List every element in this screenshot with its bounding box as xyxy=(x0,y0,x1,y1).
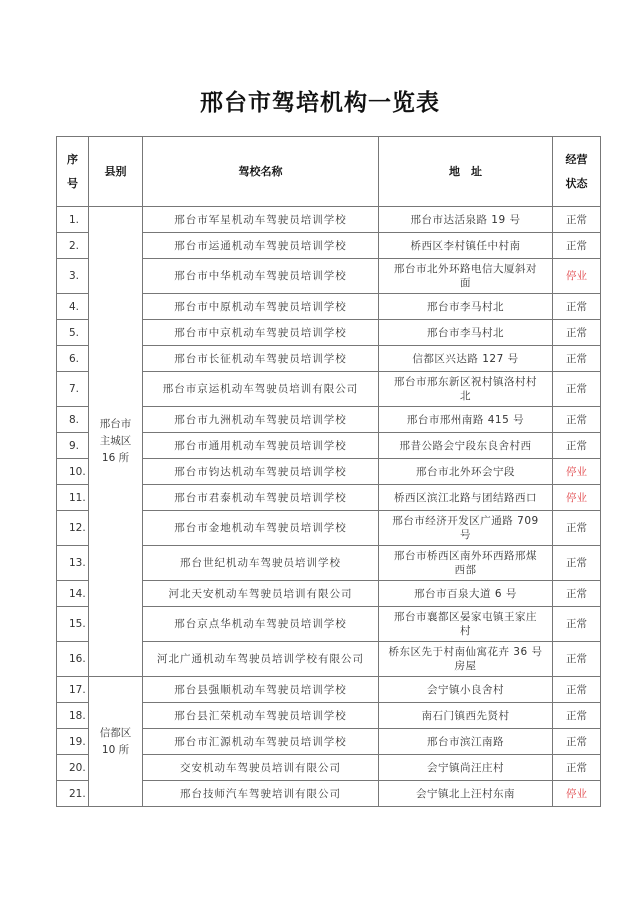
header-seq-line1: 序 xyxy=(67,152,78,166)
table-body xyxy=(57,207,601,807)
address-line: 邢台市达活泉路 19 号 xyxy=(410,213,521,226)
address-line: 会宁镇北上汪村东南 xyxy=(416,787,515,800)
school-address xyxy=(379,207,553,233)
status-badge: 正常 xyxy=(553,642,601,677)
school-name: 邢台市中原机动车驾驶员培训学校 xyxy=(143,294,379,320)
school-name: 邢台市中京机动车驾驶员培训学校 xyxy=(143,320,379,346)
school-address xyxy=(379,607,553,642)
status-badge: 正常 xyxy=(553,407,601,433)
address-line: 邢台市经济开发区广通路 709 xyxy=(392,515,539,527)
status-badge: 正常 xyxy=(553,703,601,729)
row-index: 10. xyxy=(57,459,89,485)
school-name: 邢台市君泰机动车驾驶员培训学校 xyxy=(143,485,379,511)
status-badge: 正常 xyxy=(553,294,601,320)
address-line: 邢台市北外环会宁段 xyxy=(416,465,515,478)
county-label-line: 信都区 xyxy=(99,726,132,739)
status-badge: 正常 xyxy=(553,581,601,607)
school-name: 邢台市中华机动车驾驶员培训学校 xyxy=(143,259,379,294)
address-line: 会宁镇小良舍村 xyxy=(427,683,504,696)
row-index: 7. xyxy=(57,372,89,407)
address-line: 面 xyxy=(460,277,471,289)
row-index: 13. xyxy=(57,546,89,581)
school-name: 邢台市京运机动车驾驶员培训有限公司 xyxy=(143,372,379,407)
school-address xyxy=(379,677,553,703)
school-name: 邢台县强顺机动车驾驶员培训学校 xyxy=(143,677,379,703)
county-label-line: 邢台市 xyxy=(99,418,132,430)
county-group-cell xyxy=(89,677,143,807)
school-name: 邢台市汇源机动车驾驶员培训学校 xyxy=(143,729,379,755)
school-name: 邢台市钧达机动车驾驶员培训学校 xyxy=(143,459,379,485)
address-line: 号 xyxy=(460,529,471,541)
row-index: 20. xyxy=(57,755,89,781)
address-line: 邢台市邢州南路 415 号 xyxy=(406,413,525,426)
row-index: 5. xyxy=(57,320,89,346)
county-label-line: 主城区 xyxy=(99,435,132,447)
school-name: 邢台京点华机动车驾驶员培训学校 xyxy=(143,607,379,642)
school-address xyxy=(379,729,553,755)
row-index: 1. xyxy=(57,207,89,233)
page-title: 邢台市驾培机构一览表 xyxy=(200,90,440,116)
school-name: 邢台市军星机动车驾驶员培训学校 xyxy=(143,207,379,233)
school-name: 邢台市运通机动车驾驶员培训学校 xyxy=(143,233,379,259)
address-line: 北 xyxy=(460,390,471,402)
table-row xyxy=(57,677,601,703)
school-name: 邢台市长征机动车驾驶员培训学校 xyxy=(143,346,379,372)
school-address xyxy=(379,755,553,781)
status-badge: 正常 xyxy=(553,346,601,372)
status-badge: 停业 xyxy=(553,485,601,511)
school-address xyxy=(379,781,553,807)
address-line: 邢台市桥西区南外环西路邢煤 xyxy=(394,550,537,562)
header-county: 县别 xyxy=(89,137,143,207)
address-line: 西部 xyxy=(454,564,477,576)
address-line: 邢台市李马村北 xyxy=(427,326,504,339)
header-row xyxy=(57,137,601,207)
status-badge: 停业 xyxy=(553,459,601,485)
address-line: 桥东区先于村南仙寓花卉 36 号 xyxy=(388,646,543,658)
status-badge: 正常 xyxy=(553,433,601,459)
address-line: 房屋 xyxy=(454,660,477,672)
status-badge: 正常 xyxy=(553,372,601,407)
header-status-line1: 经营 xyxy=(565,152,588,166)
table-row xyxy=(57,207,601,233)
row-index: 21. xyxy=(57,781,89,807)
address-line: 南石门镇西先贤村 xyxy=(421,709,510,722)
school-address xyxy=(379,320,553,346)
status-badge: 正常 xyxy=(553,320,601,346)
header-address: 地 址 xyxy=(379,137,553,207)
row-index: 12. xyxy=(57,511,89,546)
row-index: 17. xyxy=(57,677,89,703)
header-name: 驾校名称 xyxy=(143,137,379,207)
school-address xyxy=(379,294,553,320)
row-index: 4. xyxy=(57,294,89,320)
county-group-cell xyxy=(89,207,143,677)
address-line: 桥西区李村镇任中村南 xyxy=(410,239,521,252)
school-address xyxy=(379,233,553,259)
row-index: 11. xyxy=(57,485,89,511)
school-address xyxy=(379,581,553,607)
address-line: 会宁镇尚汪庄村 xyxy=(427,761,504,774)
row-index: 18. xyxy=(57,703,89,729)
school-name: 河北广通机动车驾驶员培训学校有限公司 xyxy=(143,642,379,677)
school-name: 交安机动车驾驶员培训有限公司 xyxy=(143,755,379,781)
status-badge: 停业 xyxy=(553,781,601,807)
header-seq-line2: 号 xyxy=(67,176,78,190)
row-index: 16. xyxy=(57,642,89,677)
address-line: 村 xyxy=(460,625,471,637)
header-seq xyxy=(57,137,89,207)
school-address xyxy=(379,511,553,546)
school-address xyxy=(379,546,553,581)
school-address xyxy=(379,703,553,729)
address-line: 信都区兴达路 127 号 xyxy=(412,352,519,365)
school-name: 河北天安机动车驾驶员培训有限公司 xyxy=(143,581,379,607)
row-index: 2. xyxy=(57,233,89,259)
school-name: 邢台县汇荣机动车驾驶员培训学校 xyxy=(143,703,379,729)
address-line: 邢昔公路会宁段东良舍村西 xyxy=(399,439,532,452)
row-index: 9. xyxy=(57,433,89,459)
school-address xyxy=(379,485,553,511)
school-address xyxy=(379,642,553,677)
school-name: 邢台市九洲机动车驾驶员培训学校 xyxy=(143,407,379,433)
school-address xyxy=(379,259,553,294)
school-address xyxy=(379,407,553,433)
school-address xyxy=(379,433,553,459)
row-index: 6. xyxy=(57,346,89,372)
row-index: 3. xyxy=(57,259,89,294)
county-label-line: 10 所 xyxy=(101,743,130,756)
school-name: 邢台市金地机动车驾驶员培训学校 xyxy=(143,511,379,546)
status-badge: 正常 xyxy=(553,546,601,581)
address-line: 邢台市百泉大道 6 号 xyxy=(414,587,517,600)
row-index: 15. xyxy=(57,607,89,642)
address-line: 桥西区滨江北路与团结路西口 xyxy=(394,491,537,504)
status-badge: 正常 xyxy=(553,607,601,642)
school-name: 邢台技师汽车驾驶培训有限公司 xyxy=(143,781,379,807)
status-badge: 正常 xyxy=(553,729,601,755)
school-address xyxy=(379,372,553,407)
header-status-line2: 状态 xyxy=(565,176,588,190)
row-index: 14. xyxy=(57,581,89,607)
header-status xyxy=(553,137,601,207)
address-line: 邢台市滨江南路 xyxy=(427,735,504,748)
status-badge: 正常 xyxy=(553,511,601,546)
address-line: 邢台市北外环路电信大厦斜对 xyxy=(394,263,537,275)
status-badge: 正常 xyxy=(553,233,601,259)
school-name: 邢台市通用机动车驾驶员培训学校 xyxy=(143,433,379,459)
address-line: 邢台市李马村北 xyxy=(427,300,504,313)
address-line: 邢台市邢东新区祝村镇洛村村 xyxy=(394,376,537,388)
status-badge: 正常 xyxy=(553,677,601,703)
status-badge: 停业 xyxy=(553,259,601,294)
school-name: 邢台世纪机动车驾驶员培训学校 xyxy=(143,546,379,581)
status-badge: 正常 xyxy=(553,207,601,233)
status-badge: 正常 xyxy=(553,755,601,781)
driving-school-table xyxy=(56,136,601,807)
county-label-line: 16 所 xyxy=(101,452,130,464)
row-index: 8. xyxy=(57,407,89,433)
row-index: 19. xyxy=(57,729,89,755)
school-address xyxy=(379,346,553,372)
address-line: 邢台市襄都区晏家屯镇王家庄 xyxy=(394,611,537,623)
school-address xyxy=(379,459,553,485)
